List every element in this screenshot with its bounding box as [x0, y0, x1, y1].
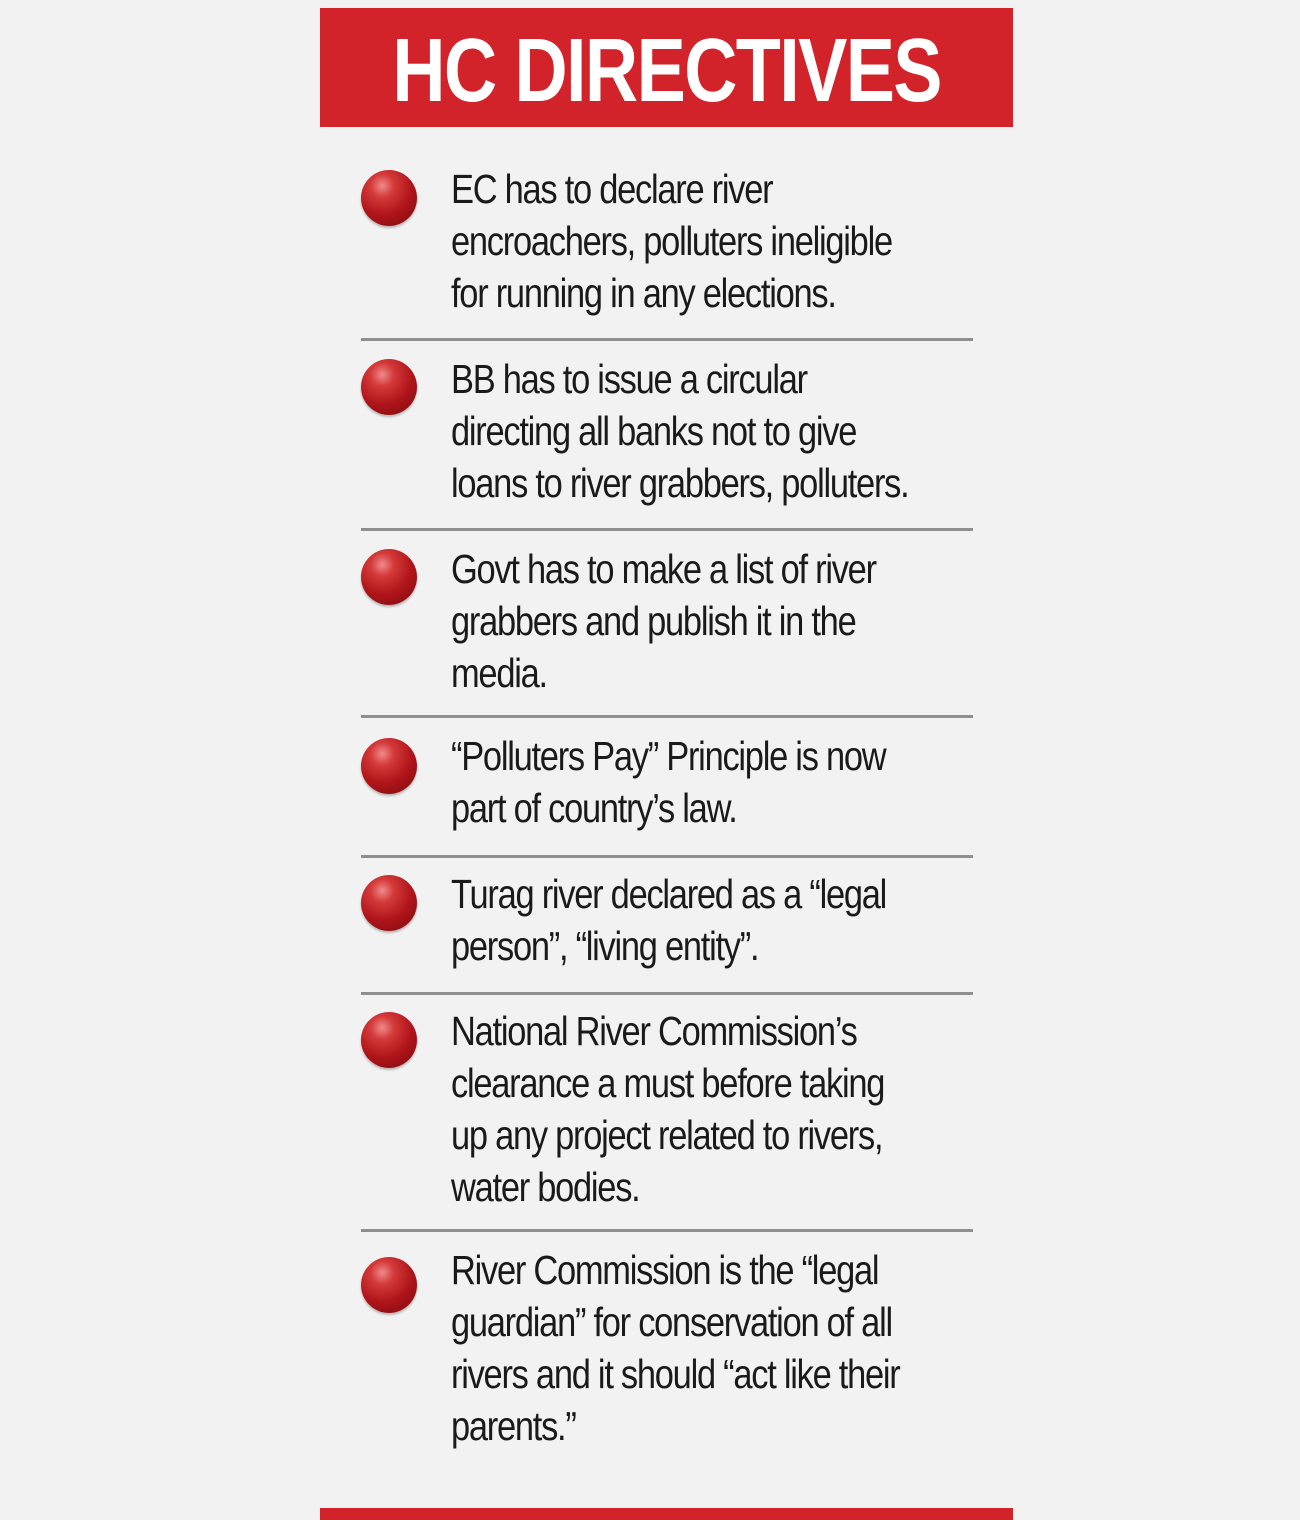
directive-line: water bodies.	[451, 1164, 640, 1210]
directive-item	[361, 718, 973, 858]
directive-line: National River Commission’s	[451, 1008, 857, 1054]
directive-line: EC has to declare river	[451, 166, 773, 212]
directive-line: clearance a must before taking	[451, 1060, 885, 1106]
directive-text	[451, 353, 1014, 509]
bullet-icon	[361, 738, 417, 794]
directive-text	[451, 1244, 1014, 1452]
directive-item	[361, 858, 973, 995]
directive-item	[361, 127, 973, 341]
directive-line: grabbers and publish it in the	[451, 598, 856, 644]
directive-text	[451, 1005, 1014, 1213]
directives-card	[320, 8, 1013, 1520]
directive-text	[451, 730, 1014, 834]
page-title: HC DIRECTIVES	[392, 20, 941, 121]
bullet-icon	[361, 1257, 417, 1313]
directive-line: parents.”	[451, 1403, 576, 1449]
bullet-icon	[361, 875, 417, 931]
directive-item	[361, 1232, 973, 1472]
bullet-icon	[361, 170, 417, 226]
directive-line: loans to river grabbers, polluters.	[451, 460, 909, 506]
directive-text	[451, 163, 1014, 319]
directive-line: encroachers, polluters ineligible	[451, 218, 892, 264]
footer-bar	[320, 1508, 1013, 1520]
bullet-icon	[361, 359, 417, 415]
directive-line: rivers and it should “act like their	[451, 1351, 900, 1397]
directive-line: media.	[451, 650, 547, 696]
bullet-icon	[361, 1012, 417, 1068]
directive-text	[451, 543, 1014, 699]
directive-line: up any project related to rivers,	[451, 1112, 883, 1158]
directive-line: Turag river declared as a “legal	[451, 871, 887, 917]
directive-line: guardian” for conservation of all	[451, 1299, 892, 1345]
directive-line: “Polluters Pay” Principle is now	[451, 733, 886, 779]
header-banner	[320, 8, 1013, 127]
directive-line: River Commission is the “legal	[451, 1247, 879, 1293]
directive-line: for running in any elections.	[451, 270, 836, 316]
directive-item	[361, 531, 973, 718]
directive-item	[361, 341, 973, 531]
directive-item	[361, 995, 973, 1232]
directive-line: Govt has to make a list of river	[451, 546, 876, 592]
bullet-icon	[361, 549, 417, 605]
directive-line: part of country’s law.	[451, 785, 737, 831]
directive-line: directing all banks not to give	[451, 408, 857, 454]
directive-line: BB has to issue a circular	[451, 356, 807, 402]
directive-line: person”, “living entity”.	[451, 923, 759, 969]
directive-text	[451, 868, 1014, 972]
